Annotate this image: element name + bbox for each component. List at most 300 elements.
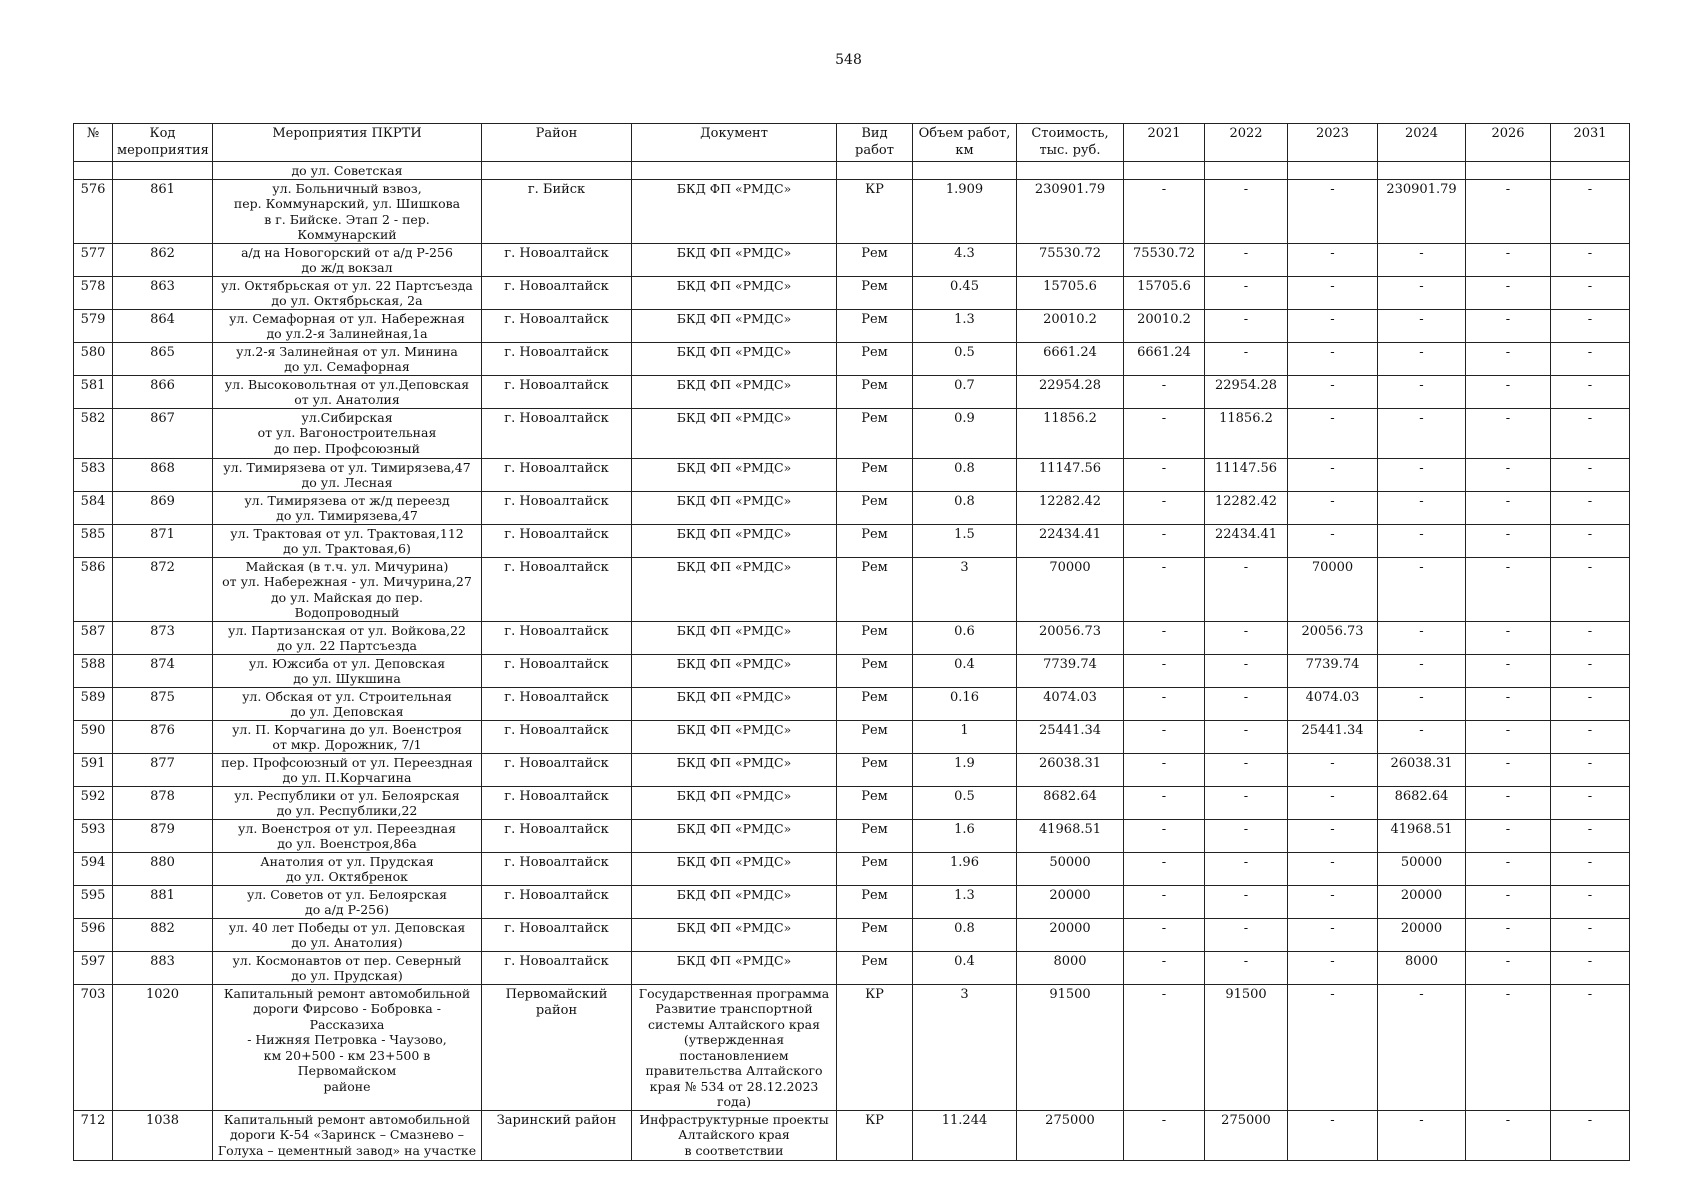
col-no-header: №	[74, 124, 113, 162]
value-2026: -	[1466, 885, 1551, 918]
value-2023: -	[1288, 918, 1378, 951]
measure-name: ул. Военстроя от ул. Переездная до ул. Военстроя,86а	[213, 819, 482, 852]
col-work-type-header: Вид работ	[837, 124, 913, 162]
value-2026: -	[1466, 458, 1551, 491]
value-2026: -	[1466, 375, 1551, 408]
measure-name: ул. Советов от ул. Белоярская до а/д Р-256)	[213, 885, 482, 918]
measure-code: 1038	[113, 1110, 213, 1160]
cost: 20010.2	[1017, 309, 1124, 342]
district: г. Новоалтайск	[482, 951, 632, 984]
volume-km: 0.8	[913, 491, 1017, 524]
measure-name: ул. Космонавтов от пер. Северный до ул. Прудская)	[213, 951, 482, 984]
value-2023: -	[1288, 458, 1378, 491]
table-row	[74, 852, 1630, 885]
cost: 41968.51	[1017, 819, 1124, 852]
volume-km: 0.8	[913, 458, 1017, 491]
district: г. Бийск	[482, 179, 632, 243]
measure-code: 876	[113, 720, 213, 753]
value-2022: 12282.42	[1205, 491, 1288, 524]
measure-name: Капитальный ремонт автомобильной дороги К-54 «Заринск – Смазнево – Голуха – цементный завод» на участке	[213, 1110, 482, 1160]
value-2022: 22434.41	[1205, 524, 1288, 557]
value-2031: -	[1551, 918, 1630, 951]
value-2024: -	[1378, 408, 1466, 458]
measure-name: ул. П. Корчагина до ул. Военстроя от мкр. Дорожник, 7/1	[213, 720, 482, 753]
district: г. Новоалтайск	[482, 654, 632, 687]
measure-name: ул. Южсиба от ул. Деповская до ул. Шукшина	[213, 654, 482, 687]
district: г. Новоалтайск	[482, 276, 632, 309]
cost: 91500	[1017, 984, 1124, 1110]
value-2021: -	[1124, 491, 1205, 524]
value-2026: -	[1466, 179, 1551, 243]
measure-name: пер. Профсоюзный от ул. Переездная до ул. П.Корчагина	[213, 753, 482, 786]
volume-km: 0.16	[913, 687, 1017, 720]
row-number: 577	[74, 243, 113, 276]
district: г. Новоалтайск	[482, 375, 632, 408]
measure-name: ул. Республики от ул. Белоярская до ул. Республики,22	[213, 786, 482, 819]
row-number: 592	[74, 786, 113, 819]
value-2026: -	[1466, 408, 1551, 458]
col-code-header: Код мероприятия	[113, 124, 213, 162]
value-2021: -	[1124, 852, 1205, 885]
measure-code: 865	[113, 342, 213, 375]
value-2022: -	[1205, 342, 1288, 375]
table-row	[74, 276, 1630, 309]
table-row	[74, 1110, 1630, 1160]
value-2022: -	[1205, 852, 1288, 885]
value-2024: -	[1378, 984, 1466, 1110]
document: БКД ФП «РМДС»	[632, 885, 837, 918]
work-type: Рем	[837, 557, 913, 621]
cost: 22954.28	[1017, 375, 1124, 408]
value-2021: -	[1124, 951, 1205, 984]
document: БКД ФП «РМДС»	[632, 557, 837, 621]
row-number: 581	[74, 375, 113, 408]
row-number: 578	[74, 276, 113, 309]
value-2031: -	[1551, 753, 1630, 786]
value-2024: 26038.31	[1378, 753, 1466, 786]
table-row	[74, 720, 1630, 753]
measure-name: ул. Партизанская от ул. Войкова,22 до ул. 22 Партсъезда	[213, 621, 482, 654]
cost: 26038.31	[1017, 753, 1124, 786]
work-type: Рем	[837, 687, 913, 720]
col-2022-header: 2022	[1205, 124, 1288, 162]
table-row	[74, 621, 1630, 654]
district: г. Новоалтайск	[482, 687, 632, 720]
measure-name: ул. Тимирязева от ул. Тимирязева,47 до ул. Лесная	[213, 458, 482, 491]
col-2026-header: 2026	[1466, 124, 1551, 162]
work-type: Рем	[837, 621, 913, 654]
volume-km: 0.7	[913, 375, 1017, 408]
value-2023: -	[1288, 753, 1378, 786]
measure-name: ул. Октябрьская от ул. 22 Партсъезда до ул. Октябрьская, 2а	[213, 276, 482, 309]
value-2031: -	[1551, 243, 1630, 276]
document: БКД ФП «РМДС»	[632, 654, 837, 687]
value-2022: -	[1205, 819, 1288, 852]
measure-code: 864	[113, 309, 213, 342]
value-2026: -	[1466, 819, 1551, 852]
row-number: 584	[74, 491, 113, 524]
cost: 11147.56	[1017, 458, 1124, 491]
measure-code: 883	[113, 951, 213, 984]
value-2021: -	[1124, 753, 1205, 786]
value-2023: -	[1288, 852, 1378, 885]
measure-name: ул. Семафорная от ул. Набережная до ул.2-я Залинейная,1а	[213, 309, 482, 342]
volume-km: 11.244	[913, 1110, 1017, 1160]
volume-km: 1	[913, 720, 1017, 753]
cost	[1017, 162, 1124, 180]
row-number: 595	[74, 885, 113, 918]
row-number: 588	[74, 654, 113, 687]
value-2024: 230901.79	[1378, 179, 1466, 243]
value-2021: -	[1124, 654, 1205, 687]
measure-name: Капитальный ремонт автомобильной дороги Фирсово - Бобровка - Рассказиха - Нижняя Петровка - Чаузово, км 20+500 - км 23+500 в Первомайском районе	[213, 984, 482, 1110]
document: БКД ФП «РМДС»	[632, 687, 837, 720]
value-2021: -	[1124, 918, 1205, 951]
row-number: 589	[74, 687, 113, 720]
volume-km: 0.5	[913, 786, 1017, 819]
volume-km: 3	[913, 984, 1017, 1110]
value-2026: -	[1466, 786, 1551, 819]
district: г. Новоалтайск	[482, 753, 632, 786]
row-number: 583	[74, 458, 113, 491]
district: г. Новоалтайск	[482, 458, 632, 491]
value-2022: -	[1205, 687, 1288, 720]
value-2022: 11147.56	[1205, 458, 1288, 491]
row-number: 703	[74, 984, 113, 1110]
value-2031: -	[1551, 375, 1630, 408]
value-2022: -	[1205, 309, 1288, 342]
district: г. Новоалтайск	[482, 621, 632, 654]
value-2023	[1288, 162, 1378, 180]
document: БКД ФП «РМДС»	[632, 819, 837, 852]
value-2026: -	[1466, 753, 1551, 786]
value-2026: -	[1466, 276, 1551, 309]
value-2026: -	[1466, 918, 1551, 951]
work-type: Рем	[837, 276, 913, 309]
volume-km: 1.6	[913, 819, 1017, 852]
measure-name: ул. Трактовая от ул. Трактовая,112 до ул. Трактовая,6)	[213, 524, 482, 557]
value-2021: -	[1124, 557, 1205, 621]
value-2023: -	[1288, 786, 1378, 819]
value-2026: -	[1466, 951, 1551, 984]
work-type: Рем	[837, 375, 913, 408]
value-2031: -	[1551, 819, 1630, 852]
table-row	[74, 162, 1630, 180]
value-2031: -	[1551, 687, 1630, 720]
document: БКД ФП «РМДС»	[632, 243, 837, 276]
table-row	[74, 491, 1630, 524]
row-number: 596	[74, 918, 113, 951]
value-2023: -	[1288, 885, 1378, 918]
work-type: Рем	[837, 654, 913, 687]
value-2021: 15705.6	[1124, 276, 1205, 309]
district: г. Новоалтайск	[482, 557, 632, 621]
value-2021: -	[1124, 885, 1205, 918]
table-body	[74, 162, 1630, 1161]
cost: 22434.41	[1017, 524, 1124, 557]
work-type: Рем	[837, 852, 913, 885]
measure-code: 872	[113, 557, 213, 621]
value-2023: -	[1288, 524, 1378, 557]
table-row	[74, 753, 1630, 786]
measure-code: 875	[113, 687, 213, 720]
work-type: Рем	[837, 753, 913, 786]
cost: 15705.6	[1017, 276, 1124, 309]
row-number: 580	[74, 342, 113, 375]
value-2022: 22954.28	[1205, 375, 1288, 408]
cost: 8000	[1017, 951, 1124, 984]
value-2023: -	[1288, 408, 1378, 458]
col-district-header: Район	[482, 124, 632, 162]
value-2024: -	[1378, 687, 1466, 720]
measure-name: ул.2-я Залинейная от ул. Минина до ул. Семафорная	[213, 342, 482, 375]
value-2031: -	[1551, 458, 1630, 491]
measure-code: 880	[113, 852, 213, 885]
value-2024: 20000	[1378, 885, 1466, 918]
cost: 8682.64	[1017, 786, 1124, 819]
table-row	[74, 918, 1630, 951]
measure-name: Майская (в т.ч. ул. Мичурина) от ул. Набережная - ул. Мичурина,27 до ул. Майская до пер. Водопроводный	[213, 557, 482, 621]
cost: 75530.72	[1017, 243, 1124, 276]
volume-km: 4.3	[913, 243, 1017, 276]
value-2024: 8000	[1378, 951, 1466, 984]
value-2024: 41968.51	[1378, 819, 1466, 852]
work-type: Рем	[837, 458, 913, 491]
table-row	[74, 557, 1630, 621]
document	[632, 162, 837, 180]
measure-code: 1020	[113, 984, 213, 1110]
value-2021: -	[1124, 819, 1205, 852]
value-2031: -	[1551, 885, 1630, 918]
value-2022: -	[1205, 654, 1288, 687]
document: Государственная программа Развитие транспортной системы Алтайского края (утвержденная постановлением правительства Алтайского края № 534 от 28.12.2023 года)	[632, 984, 837, 1110]
row-number: 576	[74, 179, 113, 243]
measure-code: 878	[113, 786, 213, 819]
value-2024: -	[1378, 375, 1466, 408]
value-2026: -	[1466, 524, 1551, 557]
row-number: 582	[74, 408, 113, 458]
table-header-row	[74, 124, 1630, 162]
measure-code: 861	[113, 179, 213, 243]
row-number: 587	[74, 621, 113, 654]
value-2024: -	[1378, 720, 1466, 753]
value-2026: -	[1466, 342, 1551, 375]
cost: 50000	[1017, 852, 1124, 885]
row-number: 590	[74, 720, 113, 753]
value-2021	[1124, 162, 1205, 180]
value-2022: 91500	[1205, 984, 1288, 1110]
value-2022: -	[1205, 179, 1288, 243]
value-2026: -	[1466, 687, 1551, 720]
row-number: 579	[74, 309, 113, 342]
district: г. Новоалтайск	[482, 408, 632, 458]
row-number: 586	[74, 557, 113, 621]
document: БКД ФП «РМДС»	[632, 753, 837, 786]
measure-code: 873	[113, 621, 213, 654]
volume-km: 0.6	[913, 621, 1017, 654]
value-2023: -	[1288, 179, 1378, 243]
value-2031	[1551, 162, 1630, 180]
value-2021: -	[1124, 458, 1205, 491]
table-row	[74, 243, 1630, 276]
row-number: 597	[74, 951, 113, 984]
row-number: 585	[74, 524, 113, 557]
cost: 7739.74	[1017, 654, 1124, 687]
measure-name: Анатолия от ул. Прудская до ул. Октябренок	[213, 852, 482, 885]
table-row	[74, 885, 1630, 918]
district	[482, 162, 632, 180]
value-2024: -	[1378, 309, 1466, 342]
value-2022: -	[1205, 276, 1288, 309]
work-type: Рем	[837, 408, 913, 458]
measure-name: ул. Больничный взвоз, пер. Коммунарский, ул. Шишкова в г. Бийске. Этап 2 - пер. Коммунарский	[213, 179, 482, 243]
value-2024: -	[1378, 458, 1466, 491]
work-type: Рем	[837, 720, 913, 753]
value-2024	[1378, 162, 1466, 180]
value-2021: -	[1124, 720, 1205, 753]
volume-km: 0.4	[913, 654, 1017, 687]
value-2031: -	[1551, 276, 1630, 309]
document: БКД ФП «РМДС»	[632, 720, 837, 753]
value-2031: -	[1551, 951, 1630, 984]
value-2021: -	[1124, 621, 1205, 654]
document: БКД ФП «РМДС»	[632, 524, 837, 557]
value-2024: -	[1378, 621, 1466, 654]
table-row	[74, 951, 1630, 984]
value-2024: -	[1378, 557, 1466, 621]
table-row	[74, 375, 1630, 408]
work-type: Рем	[837, 786, 913, 819]
table-row	[74, 408, 1630, 458]
value-2024: -	[1378, 1110, 1466, 1160]
value-2021: -	[1124, 1110, 1205, 1160]
measure-code: 869	[113, 491, 213, 524]
document: БКД ФП «РМДС»	[632, 375, 837, 408]
value-2023: -	[1288, 309, 1378, 342]
work-type: КР	[837, 984, 913, 1110]
cost: 20056.73	[1017, 621, 1124, 654]
measure-code: 879	[113, 819, 213, 852]
col-2031-header: 2031	[1551, 124, 1630, 162]
measure-code: 881	[113, 885, 213, 918]
document: БКД ФП «РМДС»	[632, 342, 837, 375]
document: БКД ФП «РМДС»	[632, 458, 837, 491]
value-2024: 50000	[1378, 852, 1466, 885]
table-row	[74, 342, 1630, 375]
row-number: 712	[74, 1110, 113, 1160]
value-2031: -	[1551, 654, 1630, 687]
measure-code: 867	[113, 408, 213, 458]
value-2021: 6661.24	[1124, 342, 1205, 375]
value-2022: 275000	[1205, 1110, 1288, 1160]
value-2024: -	[1378, 342, 1466, 375]
work-type: Рем	[837, 309, 913, 342]
value-2023: -	[1288, 819, 1378, 852]
row-number: 593	[74, 819, 113, 852]
district: г. Новоалтайск	[482, 524, 632, 557]
cost: 230901.79	[1017, 179, 1124, 243]
measure-code: 863	[113, 276, 213, 309]
value-2021: -	[1124, 786, 1205, 819]
district: Заринский район	[482, 1110, 632, 1160]
work-type: Рем	[837, 951, 913, 984]
measures-table	[73, 123, 1630, 1161]
district: г. Новоалтайск	[482, 885, 632, 918]
volume-km: 1.96	[913, 852, 1017, 885]
value-2031: -	[1551, 852, 1630, 885]
value-2031: -	[1551, 524, 1630, 557]
value-2031: -	[1551, 408, 1630, 458]
measure-code: 877	[113, 753, 213, 786]
work-type: Рем	[837, 918, 913, 951]
table-row	[74, 309, 1630, 342]
cost: 275000	[1017, 1110, 1124, 1160]
document: БКД ФП «РМДС»	[632, 179, 837, 243]
col-2021-header: 2021	[1124, 124, 1205, 162]
value-2023: -	[1288, 951, 1378, 984]
value-2023: -	[1288, 276, 1378, 309]
work-type: Рем	[837, 885, 913, 918]
value-2031: -	[1551, 491, 1630, 524]
value-2022: -	[1205, 557, 1288, 621]
district: г. Новоалтайск	[482, 720, 632, 753]
col-2023-header: 2023	[1288, 124, 1378, 162]
measure-name: а/д на Новогорский от а/д Р-256 до ж/д вокзал	[213, 243, 482, 276]
measure-code: 874	[113, 654, 213, 687]
measure-code: 866	[113, 375, 213, 408]
cost: 4074.03	[1017, 687, 1124, 720]
document: БКД ФП «РМДС»	[632, 786, 837, 819]
cost: 11856.2	[1017, 408, 1124, 458]
cost: 25441.34	[1017, 720, 1124, 753]
work-type: Рем	[837, 491, 913, 524]
volume-km	[913, 162, 1017, 180]
measure-code: 882	[113, 918, 213, 951]
value-2023: 25441.34	[1288, 720, 1378, 753]
work-type: Рем	[837, 342, 913, 375]
document: БКД ФП «РМДС»	[632, 276, 837, 309]
work-type: КР	[837, 179, 913, 243]
table-row	[74, 179, 1630, 243]
col-2024-header: 2024	[1378, 124, 1466, 162]
volume-km: 1.5	[913, 524, 1017, 557]
cost: 70000	[1017, 557, 1124, 621]
cost: 6661.24	[1017, 342, 1124, 375]
volume-km: 0.9	[913, 408, 1017, 458]
value-2024: -	[1378, 524, 1466, 557]
work-type: КР	[837, 1110, 913, 1160]
value-2022: -	[1205, 885, 1288, 918]
table-row	[74, 654, 1630, 687]
district: г. Новоалтайск	[482, 918, 632, 951]
district: г. Новоалтайск	[482, 852, 632, 885]
value-2026: -	[1466, 984, 1551, 1110]
value-2024: -	[1378, 654, 1466, 687]
district: г. Новоалтайск	[482, 491, 632, 524]
value-2031: -	[1551, 786, 1630, 819]
document: Инфраструктурные проекты Алтайского края в соответствии	[632, 1110, 837, 1160]
value-2031: -	[1551, 309, 1630, 342]
value-2021: -	[1124, 687, 1205, 720]
col-document-header: Документ	[632, 124, 837, 162]
value-2024: -	[1378, 243, 1466, 276]
table-row	[74, 786, 1630, 819]
measure-name: ул. Обская от ул. Строительная до ул. Деповская	[213, 687, 482, 720]
value-2022: -	[1205, 786, 1288, 819]
volume-km: 0.45	[913, 276, 1017, 309]
value-2026: -	[1466, 720, 1551, 753]
district: г. Новоалтайск	[482, 243, 632, 276]
